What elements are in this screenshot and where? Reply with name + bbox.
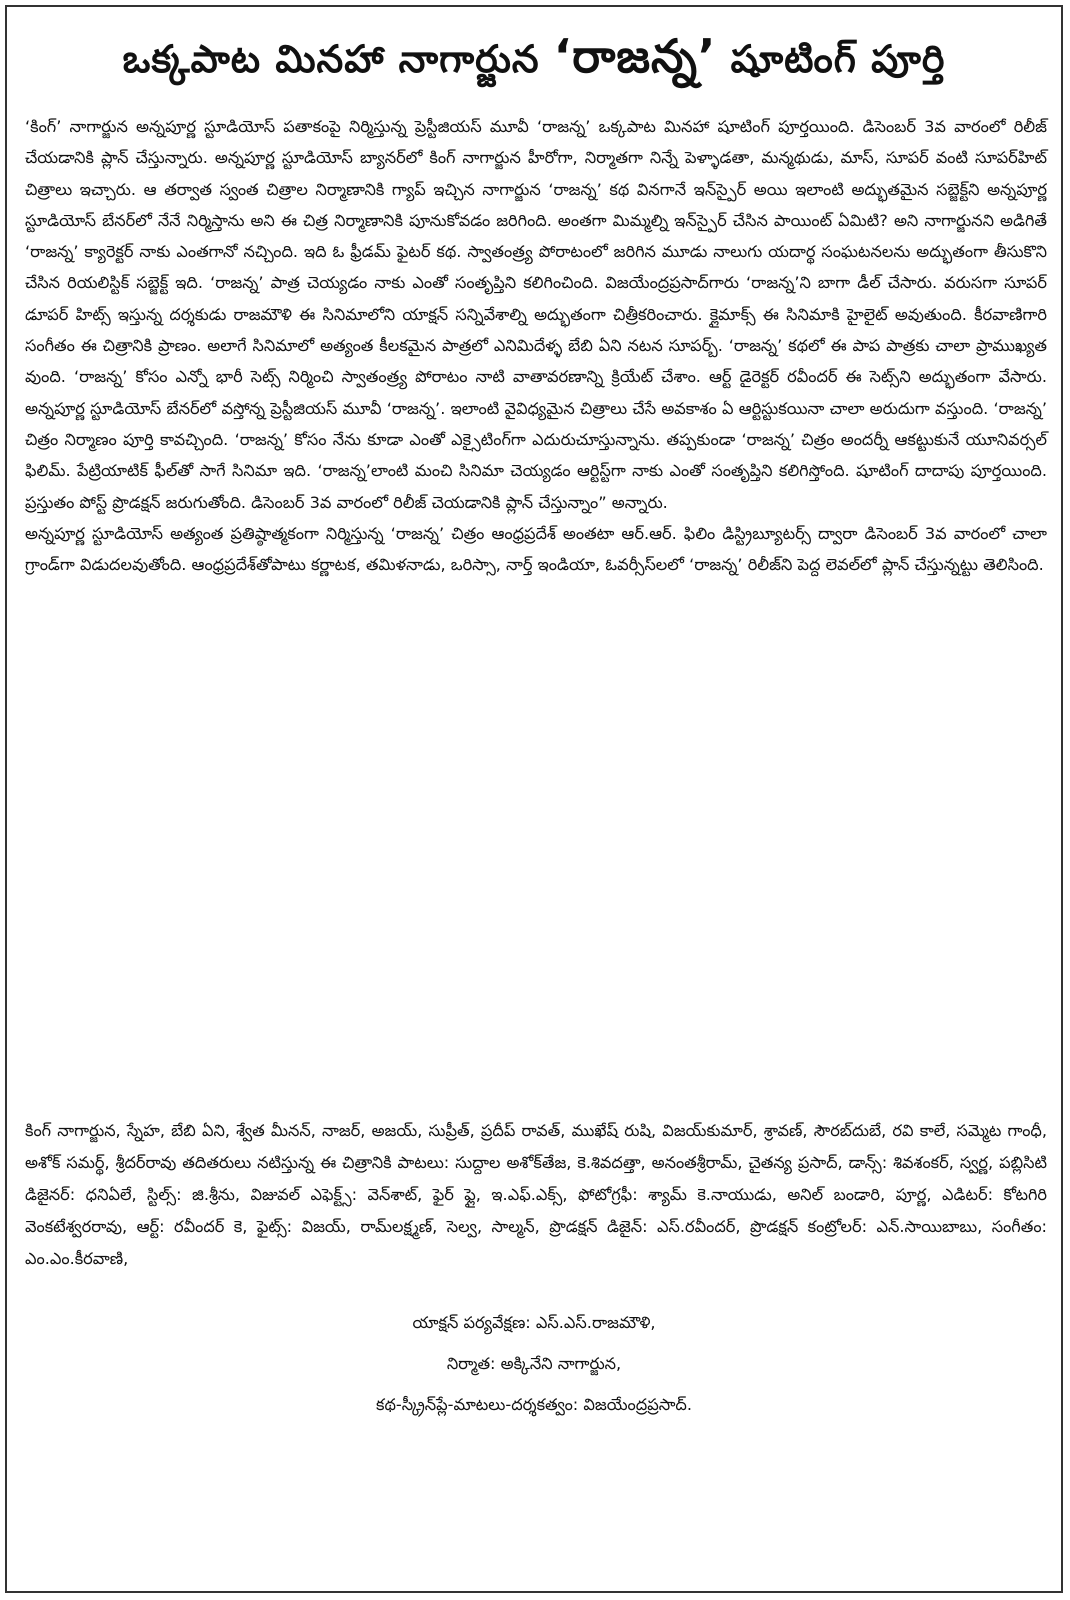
headline <box>7 21 1061 91</box>
headline-prefix: ఒక్కపాట మినహా నాగార్జున <box>122 37 554 81</box>
writer-director-credit: కథ-స్క్రీన్‌ప్లే-మాటలు-దర్శకత్వం: విజయేంద్రప్రసాద్. <box>376 1395 692 1414</box>
headline-suffix: షూటింగ్ పూర్తి <box>716 37 946 81</box>
page-frame <box>5 5 1063 1593</box>
credits-block <box>25 1115 1047 1275</box>
producer-credit: నిర్మాత: అక్కినేని నాగార్జున, <box>446 1354 622 1373</box>
article-body <box>25 111 1047 580</box>
headline-film-title: ‘రాజన్న’ <box>553 29 717 83</box>
action-director-credit: యాక్షన్ పర్యవేక్షణ: ఎస్.ఎస్.రాజమౌళి, <box>412 1313 656 1332</box>
article-paragraph: అన్నపూర్ణ స్టూడియోస్ అత్యంత ప్రతిష్ఠాత్మకంగా నిర్మిస్తున్న ‘రాజన్న’ చిత్రం ఆంధ్రప్రదేశ్ అంతటా ఆర్.ఆర్. ఫిలిం డిస్ట్రిబ్యూటర్స్ ద్వారా డిసెంబర్ 3వ వారంలో చాలా గ్రాండ్‌గా విడుదలవుతోంది. ఆంధ్రప్రదేశ్‌తోపాటు కర్ణాటక, తమిళనాడు, ఒరిస్సా, నార్త్ ఇండియా, ఓవర్సీస్‌లలో ‘రాజన్న’ రిలీజ్‌ని పెద్ద లెవల్‌లో ప్లాన్ చేస్తున్నట్టు తెలిసింది. <box>25 523 1047 575</box>
key-credits <box>7 1302 1061 1425</box>
article-paragraph: ‘కింగ్’ నాగార్జున అన్నపూర్ణ స్టూడియోస్ పతాకంపై నిర్మిస్తున్న ప్రెస్టీజియస్ మూవీ ‘రాజన్న’ ఒక్కపాట మినహా షూటింగ్ పూర్తయింది. డిసెంబర్ 3వ వారంలో రిలీజ్ చేయడానికి ప్లాన్ చేస్తున్నారు. అన్నపూర్ణ స్టూడియోస్ బ్యానర్‌లో కింగ్ నాగార్జున హీరోగా, నిర్మాతగా నిన్నే పెళ్ళాడతా, మన్మథుడు, మాస్, సూపర్ వంటి సూపర్‌హిట్ చిత్రాలు ఇచ్చారు. ఆ తర్వాత స్వంత చిత్రాల నిర్మాణానికి గ్యాప్ ఇచ్చిన నాగార్జున ‘రాజన్న’ కథ వినగానే ఇన్‌స్పైర్ అయి ఇలాంటి అద్భుతమైన సబ్జెక్ట్‌ని అన్నపూర్ణ స్టూడియోస్ బేనర్‌లో నేనే నిర్మిస్తాను అని ఈ చిత్ర నిర్మాణానికి పూనుకోవడం జరిగింది. అంతగా మిమ్మల్ని ఇన్‌స్పైర్ చేసిన పాయింట్ ఏమిటి? అని నాగార్జునని అడిగితే ‘రాజన్న’ క్యారెక్టర్ నాకు ఎంతగానో నచ్చింది. ఇది ఓ ఫ్రీడమ్ ఫైటర్ కథ. స్వాతంత్ర్య పోరాటంలో జరిగిన మూడు నాలుగు యదార్థ సంఘటనలను అద్భుతంగా తీసుకొని చేసిన రియలిస్టిక్ సబ్జెక్ట్ ఇది. ‘రాజన్న’ పాత్ర చెయ్యడం నాకు ఎంతో సంతృప్తిని కలిగించింది. విజయేంద్రప్రసాద్‌గారు ‘రాజన్న’ని బాగా డీల్ చేసారు. వరుసగా సూపర్ డూపర్ హిట్స్ ఇస్తున్న దర్శకుడు రాజమౌళి ఈ సినిమాలోని యాక్షన్ సన్నివేశాల్ని అద్భుతంగా చిత్రీకరించారు. క్లైమాక్స్ ఈ సినిమాకి హైలైట్ అవుతుంది. కీరవాణిగారి సంగీతం ఈ చిత్రానికి ప్రాణం. అలాగే సినిమాలో అత్యంత కీలకమైన పాత్రలో ఎనిమిదేళ్ళ బేబి ఏని నటన సూపర్బ్. ‘రాజన్న’ కథలో ఈ పాప పాత్రకు చాలా ప్రాముఖ్యత వుంది. ‘రాజన్న’ కోసం ఎన్నో భారీ సెట్స్ నిర్మించి స్వాతంత్ర్య పోరాటం నాటి వాతావరణాన్ని క్రియేట్ చేశాం. ఆర్ట్ డైరెక్టర్ రవీందర్ ఈ సెట్స్‌ని అద్భుతంగా వేసారు. అన్నపూర్ణ స్టూడియోస్ బేనర్‌లో వస్తోన్న ప్రెస్టీజియస్ మూవీ ‘రాజన్న’. ఇలాంటి వైవిధ్యమైన చిత్రాలు చేసే అవకాశం ఏ ఆర్టిస్టుకయినా చాలా అరుదుగా వస్తుంది. ‘రాజన్న’ చిత్రం నిర్మాణం పూర్తి కావచ్చింది. ‘రాజన్న’ కోసం నేను కూడా ఎంతో ఎక్సైటింగ్‌గా ఎదురుచూస్తున్నాను. తప్పకుండా ‘రాజన్న’ చిత్రం అందర్నీ ఆకట్టుకునే యూనివర్సల్ ఫిలిమ్. పేట్రియాటిక్ ఫీల్‌తో సాగే సినిమా ఇది. ‘రాజన్న’లాంటి మంచి సినిమా చెయ్యడం ఆర్టిస్ట్‌గా నాకు ఎంతో సంతృప్తిని కలిగిస్తోంది. షూటింగ్ దాదాపు పూర్తయింది. ప్రస్తుతం పోస్ట్ ప్రొడక్షన్ జరుగుతోంది. డిసెంబర్ 3వ వారంలో రిలీజ్ చెయడానికి ప్లాన్ చేస్తున్నాం” అన్నారు. <box>25 117 1047 512</box>
cast-crew-credits: కింగ్ నాగార్జున, స్నేహ, బేబి ఏని, శ్వేత మీనన్, నాజర్, అజయ్, సుప్రీత్, ప్రదీప్ రావత్, ముఖేష్ రుషి, విజయ్‌కుమార్, శ్రావణ్, సౌరబ్‌దుబే, రవి కాలే, సమ్మెట గాంధీ, అశోక్ సమర్థ్, శ్రీదర్‌రావు తదితరులు నటిస్తున్న ఈ చిత్రానికి పాటలు: సుద్దాల అశోక్‌తేజ, కె.శివదత్తా, అనంతశ్రీరామ్, చైతన్య ప్రసాద్, డాన్స్: శివశంకర్, స్వర్ణ, పబ్లిసిటి డిజైనర్: ధనిఏలే, స్టిల్స్: జి.శ్రీను, విజువల్ ఎఫెక్ట్స్: వెన్‌శాట్, ఫైర్ ఫ్లై, ఇ.ఎఫ్.ఎక్స్, ఫోటోగ్రఫీ: శ్యామ్ కె.నాయుడు, అనిల్ బండారి, పూర్ణ, ఎడిటర్: కోటగిరి వెంకటేశ్వరరావు, ఆర్ట్: రవీందర్ కె, ఫైట్స్: విజయ్, రామ్‌లక్ష్మణ్, సెల్వ, సాల్మన్, ప్రొడక్షన్ డిజైన్: ఎస్.రవీందర్, ప్రొడక్షన్ కంట్రోలర్: ఎన్.సాయిబాబు, సంగీతం: ఎం.ఎం.కీరవాణి, <box>25 1121 1047 1268</box>
